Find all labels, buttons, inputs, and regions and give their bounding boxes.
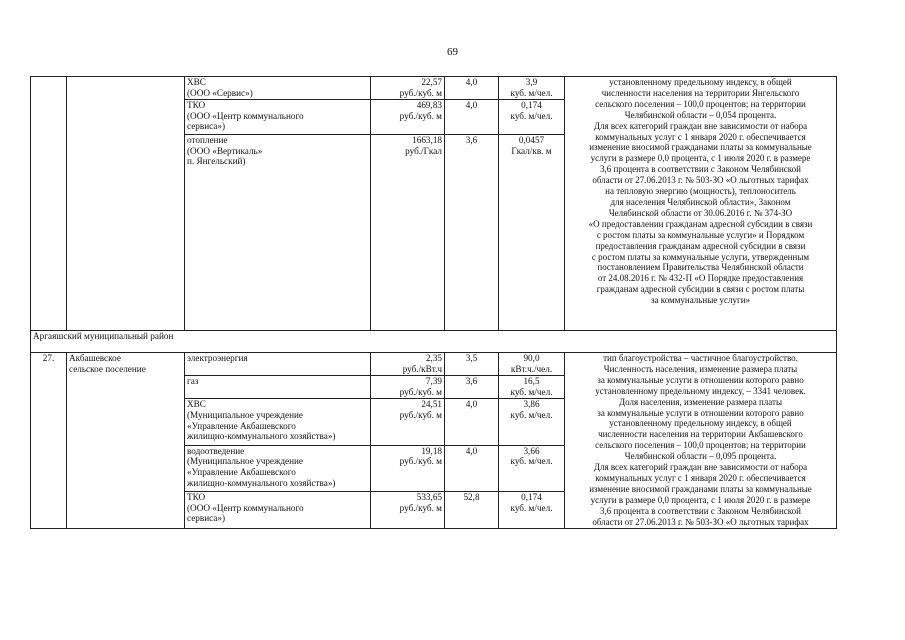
service-cell: ХВС (ООО «Сервис») [185, 77, 371, 100]
section-row [31, 331, 837, 353]
tariff-cell: 7,39 руб./куб. м [371, 376, 445, 399]
tariff-cell: 2,35 руб./кВт.ч [371, 353, 445, 376]
table-row [31, 353, 837, 376]
service-cell: ТКО (ООО «Центр коммунального сервиса») [185, 100, 371, 135]
tariff-cell: 469,83 руб./куб. м [371, 100, 445, 135]
growth-cell: 3,6 [445, 376, 499, 399]
service-cell: газ [185, 376, 371, 399]
tariff-cell: 1663,18 руб./Гкал [371, 135, 445, 331]
norm-cell: 0,0457 Гкал/кв. м [499, 135, 565, 331]
table-row [31, 77, 837, 100]
norm-cell: 3,9 куб. м/чел. [499, 77, 565, 100]
tariff-cell: 19,18 руб./куб. м [371, 445, 445, 491]
service-cell: ХВС (Муниципальное учреждение «Управление Акбашевского жилищно-коммунального хозяйства») [185, 399, 371, 445]
service-cell: ТКО (ООО «Центр коммунального сервиса») [185, 492, 371, 528]
page-number: 69 [447, 46, 458, 58]
norm-cell: 0,174 куб. м/чел. [499, 492, 565, 528]
section-title: Аргаяшский муниципальный район [31, 331, 837, 353]
growth-cell: 4,0 [445, 399, 499, 445]
number-cell-empty [31, 77, 67, 331]
norm-cell: 90,0 кВт.ч./чел. [499, 353, 565, 376]
service-cell: водоотведение (Муниципальное учреждение «Управление Акбашевского жилищно-коммунального хозяйства») [185, 445, 371, 491]
settlement-cell-empty [67, 77, 185, 331]
tariff-cell: 533,65 руб./куб. м [371, 492, 445, 528]
growth-cell: 4,0 [445, 77, 499, 100]
norm-cell: 3,86 куб. м/чел. [499, 399, 565, 445]
tariff-cell: 22,57 руб./куб. м [371, 77, 445, 100]
growth-cell: 3,5 [445, 353, 499, 376]
tariff-cell: 24,51 руб./куб. м [371, 399, 445, 445]
growth-cell: 4,0 [445, 445, 499, 491]
notes-cell: установленному предельному индексу, в общей численности населения на территории Янгельского сельского поселения – 100,0 процентов; на территории Челябинской области – 0,054 процента. Для всех категорий граждан вне зависимости от набора коммунальных услуг с 1 января 2020 г. обеспечивается изменение вносимой гражданами платы за коммунальные услуги в размере 0,0 процента, с 1 июля 2020 г. в размере 3,6 процента в соответствии с Законом Челябинской области от 27.06.2013 г. № 503-ЗО «О льготных тарифах на тепловую энергию (мощность), теплоноситель для населения Челябинской области», Законом Челябинской области от 30.06.2016 г. № 374-ЗО «О предоставлении гражданам адресной субсидии в связи с ростом платы за коммунальные услуги» и Порядком предоставления гражданам адресной субсидии в связи с ростом платы за коммунальные услуги, утвержденным постановлением Правительства Челябинской области от 24.08.2016 г. № 432-П «О Порядке предоставления гражданам адресной субсидии в связи с ростом платы за коммунальные услуги» [565, 77, 837, 331]
growth-cell: 52,8 [445, 492, 499, 528]
service-cell: отопление (ООО «Вертикаль» п. Янгельский) [185, 135, 371, 331]
row-number: 27. [31, 353, 67, 529]
norm-cell: 0,174 куб. м/чел. [499, 100, 565, 135]
service-cell: электроэнергия [185, 353, 371, 376]
tariff-table [30, 76, 837, 529]
growth-cell: 4,0 [445, 100, 499, 135]
notes-cell: тип благоустройства – частичное благоустройство. Численность населения, изменение размера платы за коммунальные услуги в отношении которого равно установленному предельному индексу, – 3341 человек. Доля населения, изменение размера платы за коммунальные услуги в отношении которого равно установленному предельному индексу, в общей численности населения на территории Акбашевского сельского поселения – 100,0 процентов; на территории Челябинской области – 0,095 процента. Для всех категорий граждан вне зависимости от набора коммунальных услуг с 1 января 2020 г. обеспечивается изменение вносимой гражданами платы за коммунальные услуги в размере 0,0 процента, с 1 июля 2020 г. в размере 3,6 процента в соответствии с Законом Челябинской области от 27.06.2013 г. № 503-ЗО «О льготных тарифах [565, 353, 837, 529]
settlement-name: Акбашевское сельское поселение [67, 353, 185, 529]
norm-cell: 3,66 куб. м/чел. [499, 445, 565, 491]
norm-cell: 16,5 куб. м/чел. [499, 376, 565, 399]
growth-cell: 3,6 [445, 135, 499, 331]
